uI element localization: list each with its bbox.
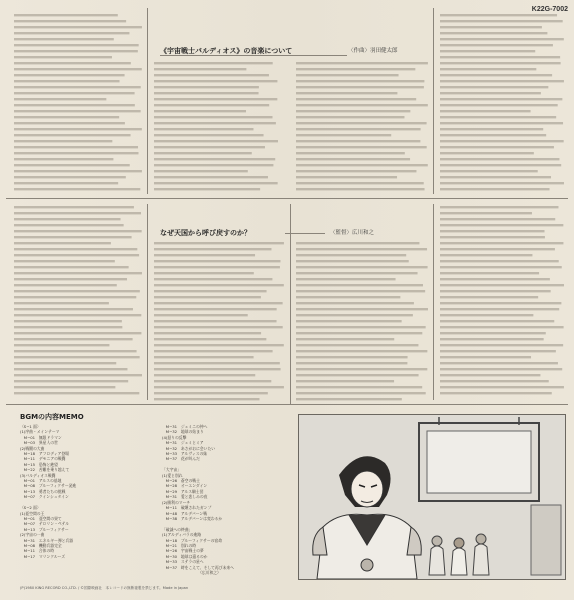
text-line (14, 224, 124, 226)
text-line (296, 80, 424, 82)
text-line (14, 218, 121, 220)
text-line (14, 56, 112, 58)
text-line (440, 50, 535, 52)
text-line (154, 164, 273, 166)
text-line (296, 248, 427, 250)
article1-title: 《宇宙戦士バルディオス》の音楽について (160, 47, 293, 55)
text-line (154, 338, 266, 340)
text-line (154, 92, 259, 94)
text-line (14, 338, 133, 340)
text-line (440, 320, 554, 322)
text-line (14, 266, 129, 268)
text-line (14, 170, 142, 172)
text-line (154, 362, 280, 364)
text-line (440, 218, 555, 220)
text-line (14, 134, 131, 136)
text-line (296, 302, 414, 304)
text-line (296, 308, 428, 310)
text-line (154, 308, 277, 310)
text-line (14, 116, 119, 118)
text-line (296, 344, 418, 346)
text-line (296, 368, 427, 370)
text-line (14, 344, 109, 346)
text-line (440, 116, 556, 118)
text-line (154, 182, 278, 184)
text-line (14, 278, 127, 280)
text-line (440, 32, 547, 34)
character-illustration (299, 415, 565, 579)
text-line (296, 188, 425, 190)
text-line (154, 326, 283, 328)
text-line (296, 260, 409, 262)
text-line (14, 38, 114, 40)
text-line (14, 110, 141, 112)
text-line (296, 380, 394, 382)
text-line (296, 86, 424, 88)
copyright-footer: (P)1980 KING RECORD CO.,LTD. / ©国際映画社 本レコードの無断複製を禁じます。Made in Japan (20, 586, 189, 590)
text-line (14, 314, 141, 316)
text-line (440, 212, 532, 214)
text-line (14, 248, 137, 250)
text-line (154, 350, 273, 352)
text-line (154, 374, 255, 376)
text-line (14, 392, 139, 394)
text-line (440, 362, 558, 364)
text-line (154, 68, 246, 70)
text-line (14, 104, 135, 106)
text-line (296, 374, 419, 376)
text-line (440, 272, 539, 274)
text-line (296, 146, 427, 148)
text-line (296, 158, 410, 160)
text-line (154, 290, 267, 292)
text-line (154, 332, 261, 334)
text-line (154, 296, 261, 298)
text-line (14, 206, 134, 208)
text-line (154, 320, 277, 322)
text-line (440, 386, 564, 388)
text-line (154, 260, 280, 262)
text-line (14, 122, 125, 124)
text-line (440, 356, 531, 358)
text-line (14, 356, 140, 358)
text-line (296, 98, 416, 100)
text-line (14, 254, 139, 256)
text-line (14, 164, 130, 166)
text-line (154, 122, 276, 124)
text-line (296, 62, 428, 64)
text-line (154, 74, 269, 76)
text-line (14, 68, 142, 70)
text-line (440, 14, 557, 16)
text-line (154, 302, 283, 304)
text-line (296, 74, 399, 76)
text-line (14, 332, 141, 334)
text-line (296, 110, 410, 112)
text-line (14, 242, 111, 244)
text-line (14, 182, 118, 184)
text-line (154, 176, 268, 178)
text-line (440, 302, 561, 304)
text-line (154, 266, 280, 268)
text-line (14, 26, 142, 28)
text-line (440, 158, 559, 160)
text-line (440, 152, 534, 154)
text-line (14, 32, 129, 34)
text-line (296, 266, 428, 268)
text-line (296, 128, 421, 130)
text-line (14, 326, 122, 328)
text-line (440, 134, 546, 136)
text-line (14, 50, 138, 52)
text-line (14, 260, 115, 262)
text-line (154, 392, 268, 394)
text-line (14, 308, 133, 310)
text-line (296, 386, 422, 388)
text-line (440, 308, 559, 310)
text-line (296, 338, 394, 340)
text-line (296, 398, 402, 400)
text-line (440, 182, 564, 184)
memo-title: BGMの内容MEMO (20, 413, 84, 421)
text-line (154, 128, 253, 130)
text-line (440, 164, 561, 166)
text-line (14, 14, 118, 16)
text-line (14, 236, 132, 238)
text-line (154, 188, 260, 190)
text-line (14, 86, 141, 88)
text-line (440, 224, 563, 226)
text-line (440, 338, 544, 340)
text-line (440, 242, 563, 244)
text-line (440, 314, 533, 316)
text-line (14, 296, 136, 298)
text-line (440, 266, 562, 268)
text-line (296, 68, 415, 70)
text-line (14, 212, 141, 214)
text-line (440, 188, 550, 190)
text-line (296, 392, 426, 394)
text-line (296, 140, 420, 142)
text-line (440, 80, 564, 82)
text-line (154, 254, 255, 256)
text-line (14, 62, 131, 64)
text-line (154, 248, 271, 250)
text-line (296, 242, 419, 244)
text-line (14, 146, 138, 148)
text-line (440, 104, 558, 106)
text-line (296, 362, 407, 364)
text-line (14, 320, 122, 322)
text-line (440, 122, 563, 124)
text-line (154, 140, 278, 142)
text-line (154, 242, 284, 244)
text-line (440, 146, 554, 148)
text-line (296, 170, 416, 172)
text-line (440, 284, 564, 286)
text-line (154, 110, 246, 112)
text-line (296, 182, 424, 184)
text-line (440, 128, 543, 130)
text-line (440, 176, 551, 178)
memo-column-1: 〈S−1 面〉 (1)序曲・メインテーマ M−01 無限ドラマン M−03 異星人の世 (2)戦闘の大曲 M−18 アフロディア登場 M−11 デモニアの戦闘 M−15 恐怖と絶望 M−22 苦難を乗り越えて (3)バルディオス戦闘 M−01 アルスの基地 M−08 ブルーフィクサー発進 M−13 勇者たちの挑戦 M−07 クインシュタイン 〈S−2 面〉 (1)亜空間の王 M−01 亜空間の果て M−07 テロリン・ペテル M−13 ブルーフィクサー (2)宇宙の一曲 M−31 エネルギー弾と兵器 M−08 機動兵器完全 M−11 合体の時 M−17 マリンクルーズ (20, 424, 77, 559)
text-line (154, 272, 254, 274)
catalog-number: K22G-7002 (531, 6, 568, 13)
text-line (296, 296, 400, 298)
text-line (14, 362, 116, 364)
article2-title: なぜ天国から呼び戻すのか？ (160, 229, 251, 237)
text-line (154, 398, 259, 400)
text-line (14, 272, 142, 274)
text-line (296, 350, 427, 352)
text-line (296, 314, 413, 316)
memo-column-2: M−31 ジェミニの仲へ M−32 地球の始まり (4)怒りの反撃 M−31 ジェミとミア M−32 あさがおに会いたい M−33 アルヴィスの妹 M−37 花が叫んだ 「大宇宙」 (1)愛と別れ M−26 蒼空の戦士 M−28 オーエンダイン M−29 アルス騎士団 M−31 愛と悲しみの夜 (2)勝利のマーチ M−11 破壊されたガンプ M−48 アルデバーン戦 M−38 アルデバーンは変わるか 「破滅への終曲」 (1)アルディバラの進路 M−18 ブルーフィクサーの宿命 M−21 別れの時 M−26 宇宙戦士の夢 M−30 地球は還るのか M−33 ステラの星へ M−37 時をこえて、そして再び未来へ （広川和之） (162, 424, 234, 575)
anime-still-image (298, 414, 566, 580)
text-line (440, 86, 548, 88)
text-line (154, 344, 284, 346)
text-line (154, 152, 252, 154)
text-line (296, 164, 428, 166)
text-line (296, 284, 423, 286)
text-line (154, 380, 271, 382)
text-line (14, 92, 135, 94)
text-line (440, 236, 545, 238)
text-line (154, 170, 248, 172)
text-line (14, 74, 125, 76)
text-line (154, 104, 269, 106)
text-line (154, 386, 284, 388)
text-line (14, 80, 120, 82)
text-line (440, 374, 540, 376)
text-line (154, 284, 284, 286)
text-line (440, 350, 556, 352)
text-line (296, 332, 422, 334)
text-line (440, 278, 550, 280)
text-line (14, 386, 115, 388)
text-line (440, 290, 551, 292)
text-line (296, 116, 404, 118)
text-line (296, 278, 396, 280)
article2-author: 〈監督〉広川和之 (330, 230, 375, 236)
text-line (14, 230, 142, 232)
text-line (296, 356, 408, 358)
text-line (14, 44, 139, 46)
text-line (440, 20, 563, 22)
text-line (296, 176, 397, 178)
text-line (14, 158, 113, 160)
text-line (154, 314, 248, 316)
text-line (440, 332, 546, 334)
text-line (154, 80, 277, 82)
text-line (440, 380, 549, 382)
text-line (440, 260, 559, 262)
text-line (440, 254, 532, 256)
text-line (154, 62, 273, 64)
text-line (440, 206, 558, 208)
text-line (14, 128, 142, 130)
text-line (14, 20, 126, 22)
text-line (440, 92, 541, 94)
text-line (154, 86, 259, 88)
text-line (14, 380, 128, 382)
text-line (440, 392, 552, 394)
text-line (440, 296, 538, 298)
text-line (296, 104, 428, 106)
text-line (440, 344, 563, 346)
text-line (296, 320, 402, 322)
text-line (440, 44, 553, 46)
text-line (440, 368, 562, 370)
text-line (440, 170, 538, 172)
text-line (440, 38, 564, 40)
text-line (440, 98, 562, 100)
article1-author: 〈作曲〉羽田健太郎 (348, 48, 398, 54)
text-line (296, 290, 425, 292)
text-line (154, 356, 254, 358)
text-line (296, 272, 418, 274)
text-line (154, 134, 264, 136)
text-line (154, 368, 281, 370)
text-line (440, 140, 564, 142)
text-line (296, 152, 405, 154)
text-line (440, 26, 542, 28)
text-line (296, 254, 406, 256)
text-line (14, 374, 142, 376)
text-line (14, 98, 106, 100)
text-line (440, 74, 552, 76)
text-line (440, 230, 545, 232)
text-line (14, 284, 117, 286)
text-line (296, 122, 427, 124)
text-line (14, 368, 127, 370)
text-line (14, 140, 112, 142)
text-line (440, 62, 561, 64)
text-line (14, 350, 137, 352)
text-line (440, 326, 564, 328)
text-line (440, 248, 555, 250)
text-line (154, 278, 272, 280)
text-line (154, 146, 265, 148)
text-line (296, 92, 397, 94)
text-line (14, 188, 140, 190)
text-line (440, 56, 560, 58)
text-line (14, 152, 138, 154)
text-line (440, 110, 531, 112)
text-line (296, 134, 391, 136)
text-line (14, 290, 140, 292)
text-line (296, 326, 426, 328)
text-line (14, 176, 126, 178)
text-line (154, 158, 275, 160)
text-line (154, 116, 273, 118)
text-line (440, 68, 536, 70)
text-line (14, 302, 109, 304)
text-line (154, 98, 277, 100)
